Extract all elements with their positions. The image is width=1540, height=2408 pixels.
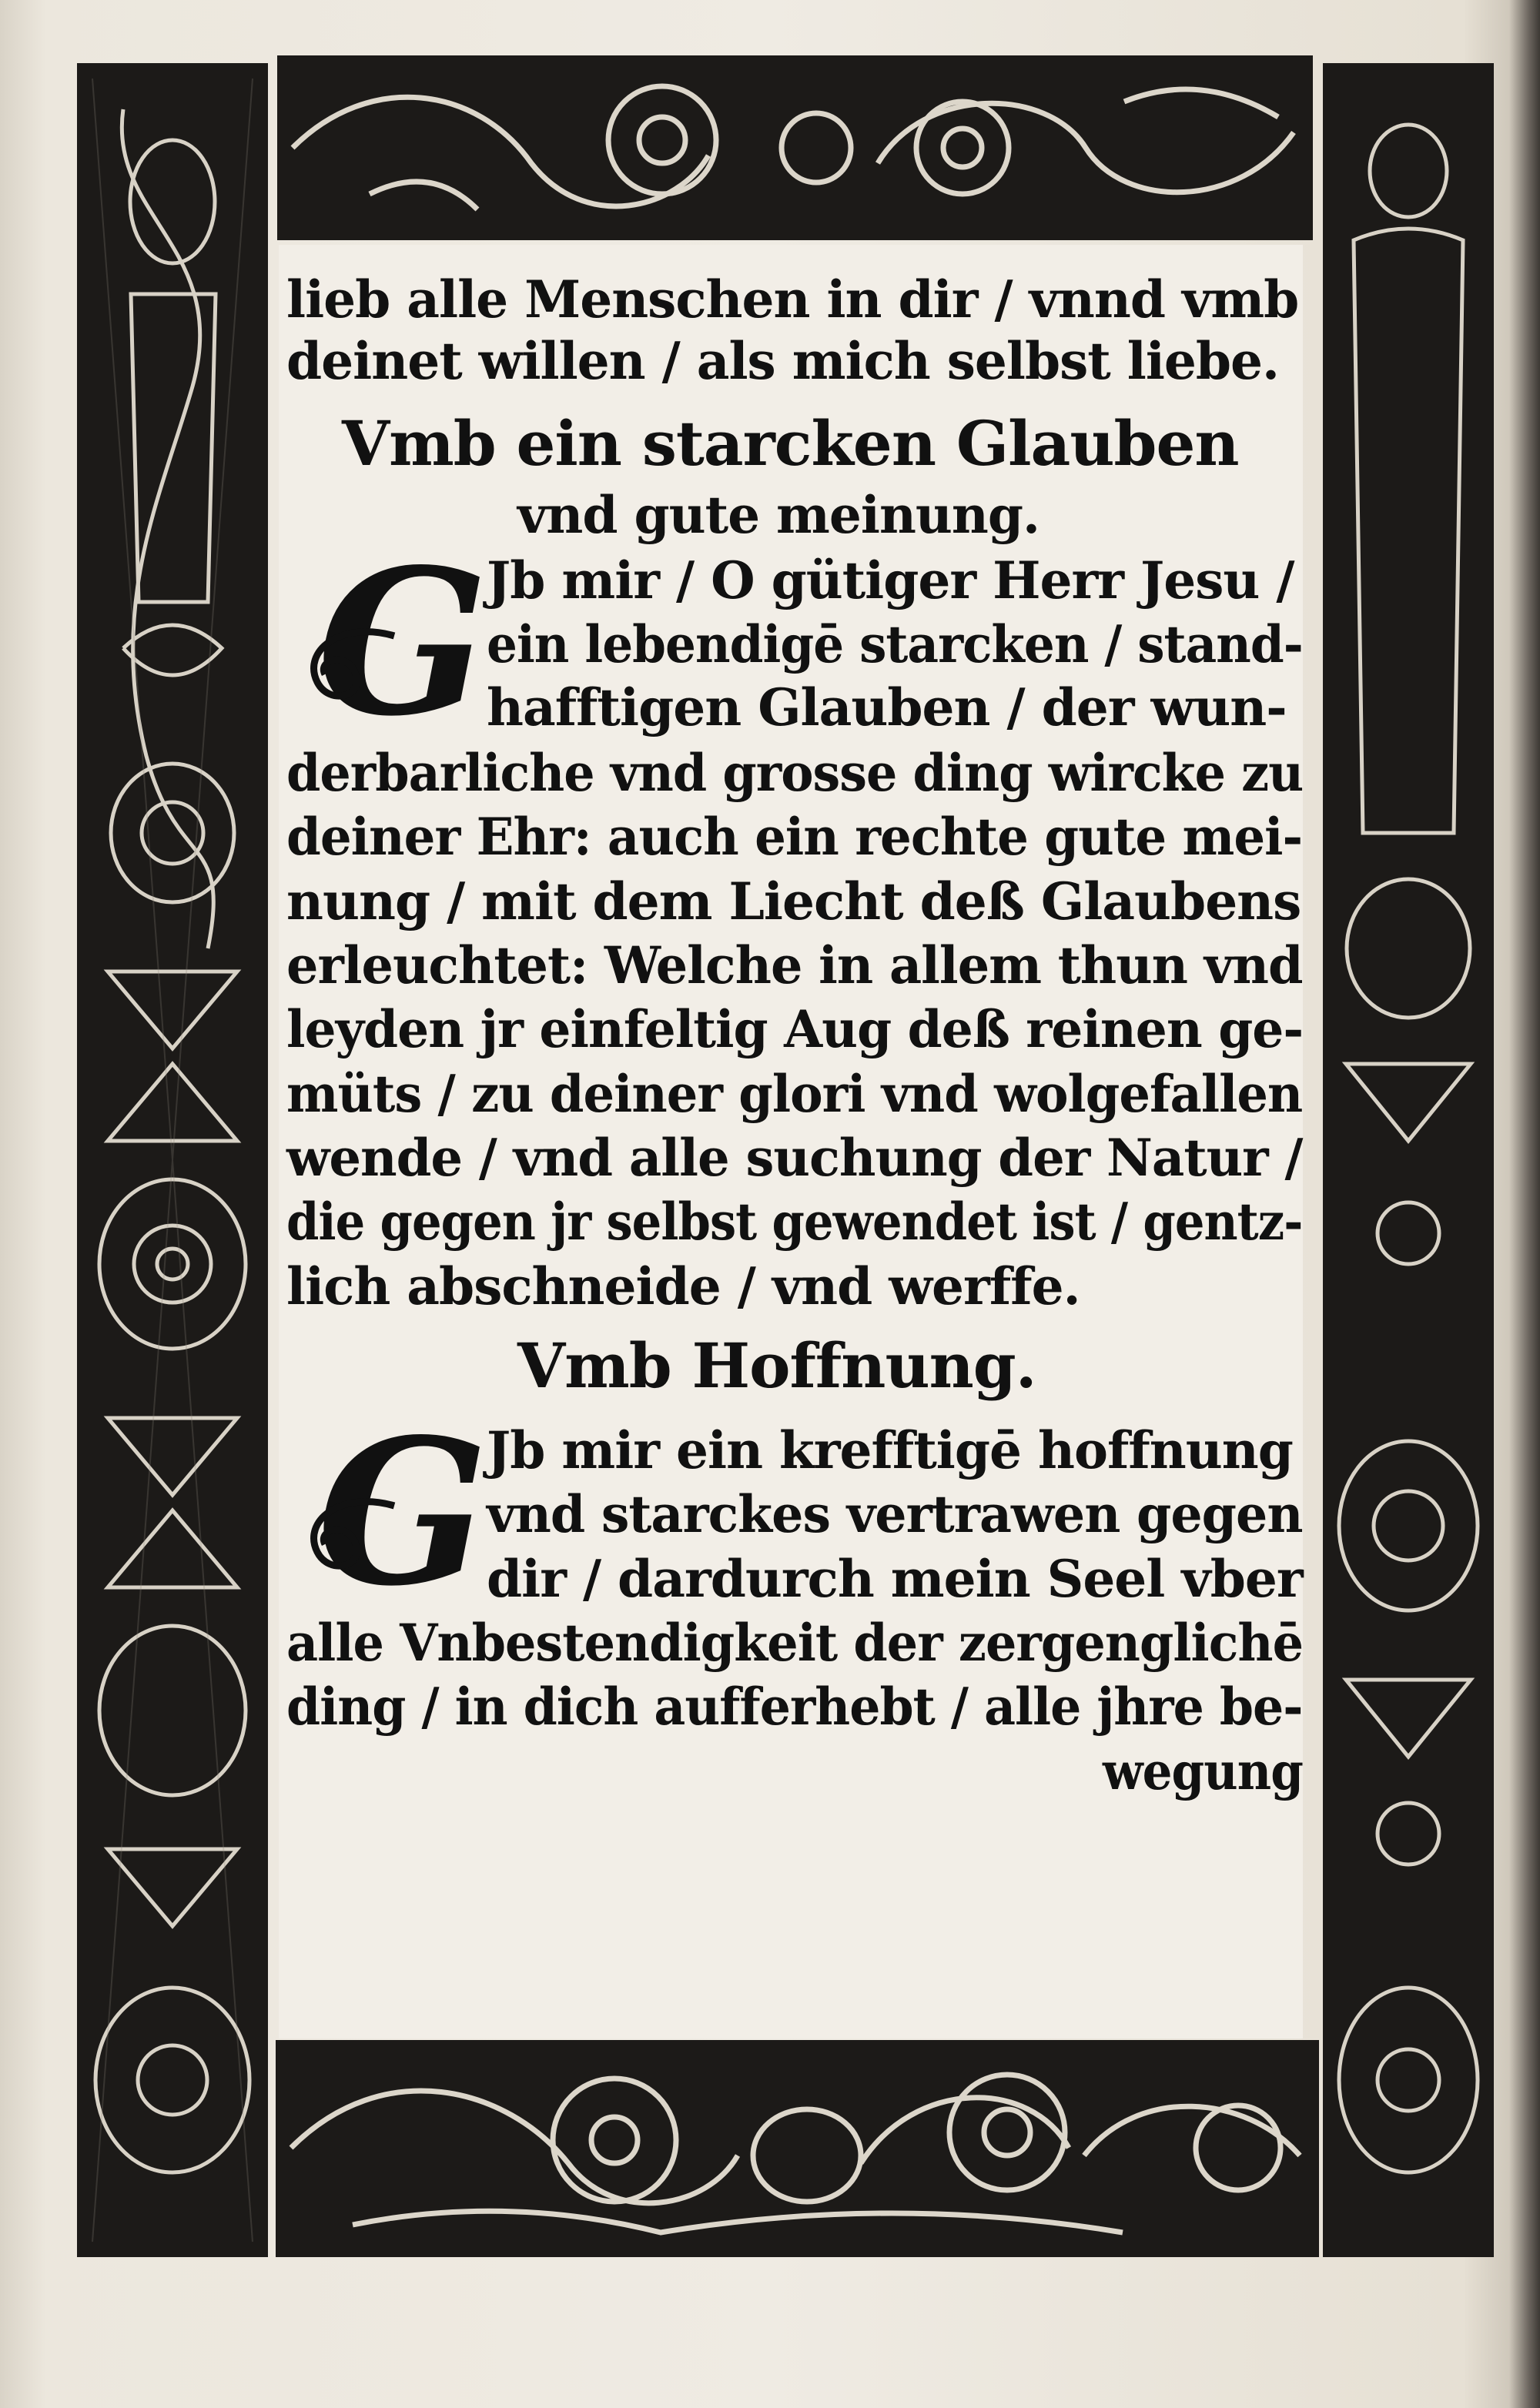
text-line: Jb mir / O gütiger Herr Jesu / [487,550,1294,610]
text-line: lieb alle Menschen in dir / vnnd vmb [286,269,1299,329]
text-line: ding / in dich aufferhebt / alle jhre be- [286,1677,1303,1737]
initial-flourish-icon [294,620,402,713]
right-border-woodcut [1323,63,1494,2257]
initial-flourish-icon [294,1490,402,1583]
text-line: erleuchtet: Welche in allem thun vnd [286,935,1303,995]
text-line: deinet willen / als mich selbst liebe. [286,331,1279,391]
text-line: nung / mit dem Liecht deß Glaubens [286,871,1301,931]
catchword: wegung [1103,1741,1303,1801]
text-line: ein lebendigē starcken / stand- [487,614,1303,674]
text-line: lich abschneide / vnd werffe. [286,1256,1080,1316]
text-line: wende / vnd alle suchung der Natur / [286,1128,1303,1188]
text-line: hafftigen Glauben / der wun- [487,677,1287,737]
section-heading: Vmb Hoffnung. [517,1329,1036,1402]
decorated-initial: G [317,1396,489,1630]
section-heading: Vmb ein starcken Glauben [342,407,1239,480]
text-line: deiner Ehr: auch ein rechte gute mei- [286,807,1303,867]
decorated-initial: G [317,526,489,761]
text-line: derbarliche vnd grosse ding wircke zu [286,743,1304,803]
text-line: müts / zu deiner glori vnd wolgefallen [286,1064,1303,1124]
text-line: vnd starckes vertrawen gegen [487,1484,1303,1544]
text-line: dir / dardurch mein Seel vber [487,1549,1303,1609]
section-subheading: vnd gute meinung. [517,485,1040,545]
top-border-woodcut [277,55,1313,240]
left-border-woodcut [77,63,268,2257]
text-line: Jb mir ein krefftigē hoffnung [487,1420,1293,1480]
text-line: alle Vnbestendigkeit der zergenglichē [286,1613,1304,1673]
text-line: leyden jr einfeltig Aug deß reinen ge- [286,999,1304,1059]
bottom-border-woodcut [276,2040,1319,2257]
text-line: die gegen jr selbst gewendet ist / gentz- [286,1192,1303,1252]
